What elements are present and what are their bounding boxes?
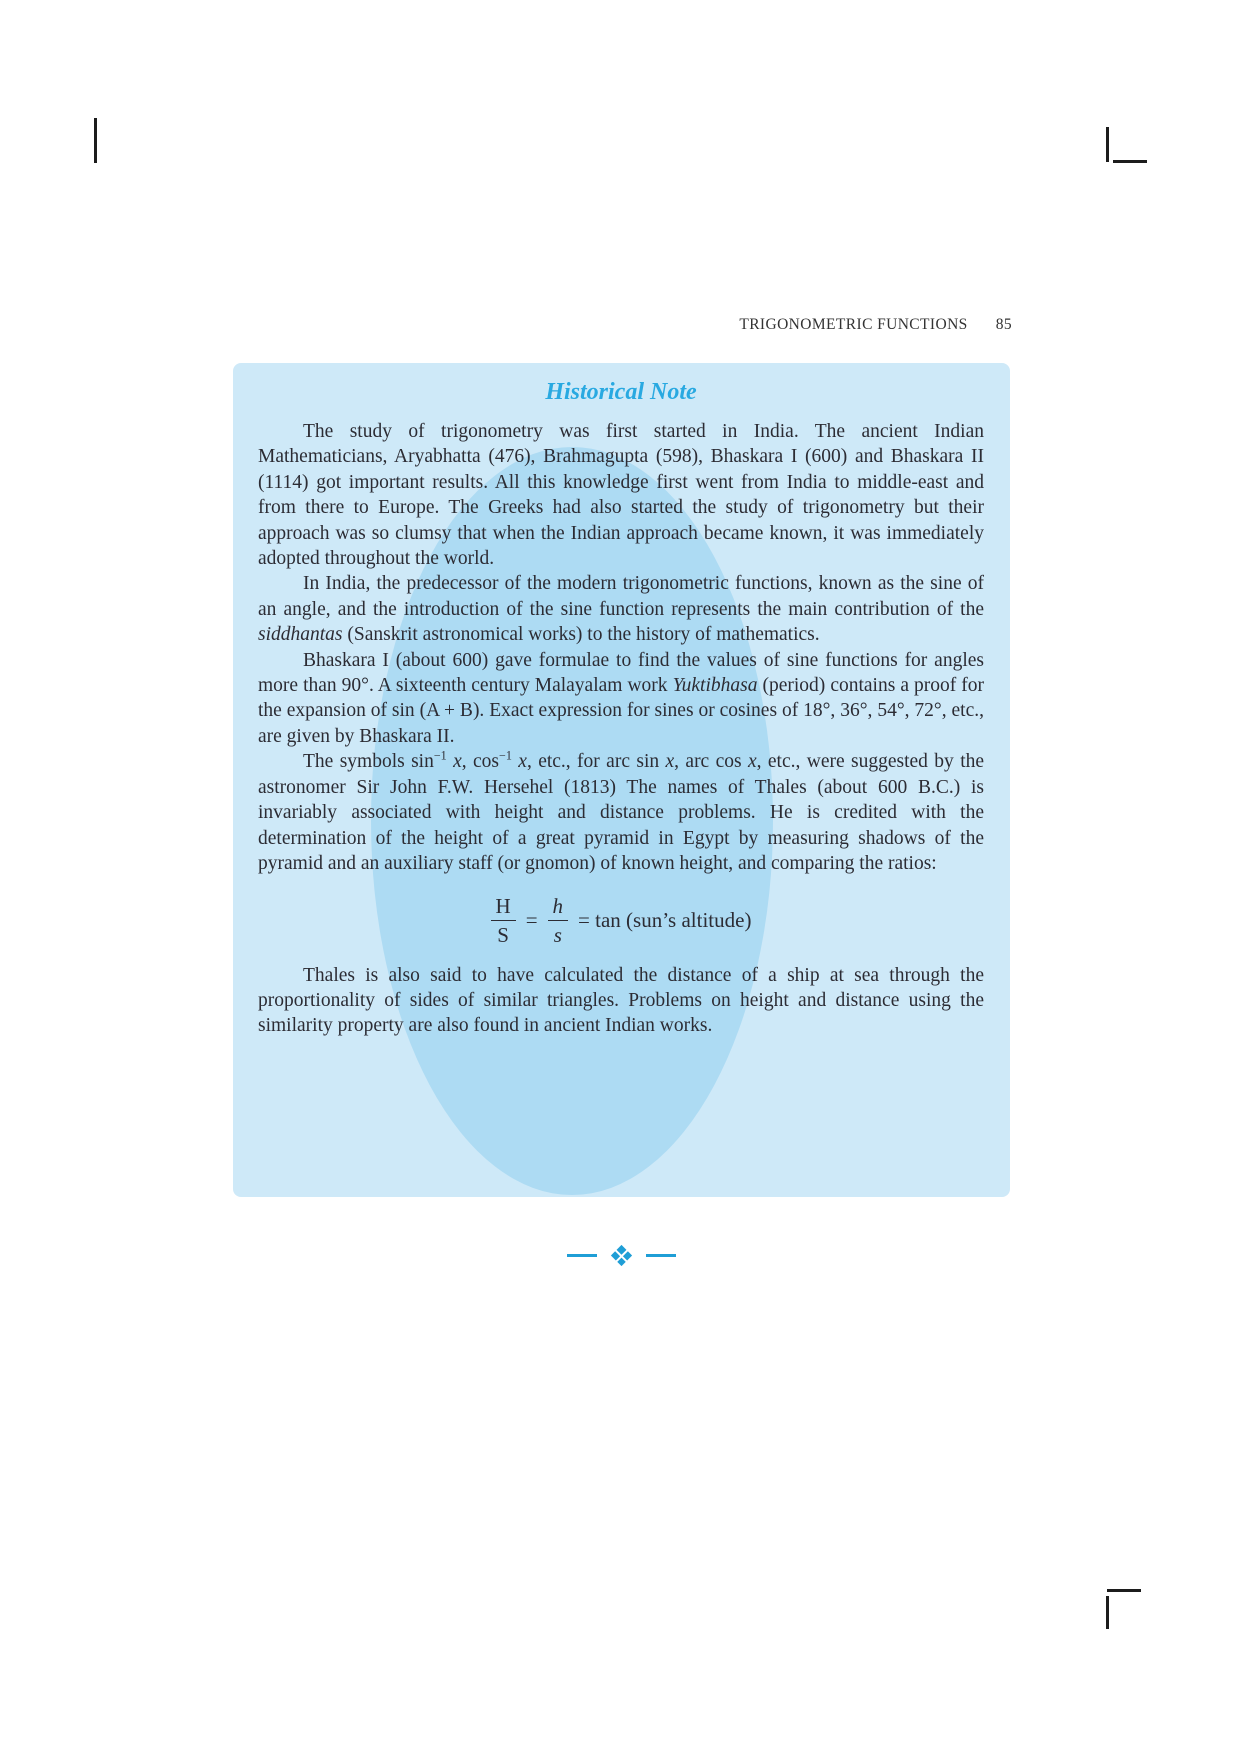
note-content bbox=[233, 363, 1010, 1039]
numerator-H: H bbox=[491, 894, 516, 921]
formula-tail: = tan (sun’s altitude) bbox=[578, 908, 752, 933]
fraction-h-over-s bbox=[548, 894, 569, 947]
running-header bbox=[739, 316, 1012, 334]
diamond-icon bbox=[611, 1245, 632, 1266]
crop-mark-top-right-vertical bbox=[1106, 127, 1109, 162]
crop-mark-bottom-right-vertical bbox=[1106, 1596, 1109, 1629]
paragraph-sine-predecessor: In India, the predecessor of the modern trigonometric functions, known as the sine of an angle, and the introduction of the sine function represents the main contribution of the siddhantas (Sanskrit astronomical works) to the history of mathematics. bbox=[258, 573, 984, 646]
page-number: 85 bbox=[995, 316, 1012, 333]
note-title: Historical Note bbox=[545, 379, 697, 405]
paragraph-study-of-trigonometry: The study of trigonometry was first started in India. The ancient Indian Mathematicians, Aryabhatta (476), Brahmagupta (598), Bhaskara I (600) and Bhaskara II (1114) got important results. All this knowledge first went from India to middle-east and from there to Europe. The Greeks had also started the study of trigonometry but their approach was so clumsy that when the Indian approach became known, it was immediately adopted throughout the world. bbox=[258, 421, 984, 570]
chapter-title: TRIGONOMETRIC FUNCTIONS bbox=[739, 316, 968, 333]
crop-mark-top-left bbox=[94, 118, 97, 163]
paragraph-bhaskara-formulae: Bhaskara I (about 600) gave formulae to find the values of sine functions for angles more than 90°. A sixteenth century Malayalam work Yuktibhasa (period) contains a proof for the expansion of sin (A + B). Exact expression for sines or cosines of 18°, 36°, 54°, 72°, etc., are given by Bhaskara II. bbox=[258, 649, 984, 747]
end-ornament bbox=[233, 1248, 1010, 1263]
ornament-dash-right bbox=[646, 1254, 676, 1257]
fraction-H-over-S bbox=[491, 894, 516, 947]
crop-mark-bottom-right-horizontal bbox=[1107, 1589, 1141, 1592]
paragraph-symbols-thales: The symbols $\sin^{-1} x$, $\cos^{-1} x$, etc., for arc sin x, arc cos x, etc., were suggested by the astronomer Sir John F.W. Hersehel (1813) The names of Thales (about 600 B.C.) is invariably associated with height and distance problems. He is credited with the determination of the height of a great pyramid in Egypt by measuring shadows of the pyramid and an auxiliary staff (or gnomon) of known height, and comparing the ratios: bbox=[258, 748, 985, 874]
paragraph-thales-ship: Thales is also said to have calculated the distance of a ship at sea through the proportionality of sides of similar triangles. Problems on height and distance using the similarity property are also found in ancient Indian works. bbox=[258, 964, 984, 1037]
ornament-dash-left bbox=[567, 1254, 597, 1257]
sun-altitude-formula bbox=[258, 894, 984, 947]
numerator-h: h bbox=[548, 894, 569, 921]
crop-mark-top-right-horizontal bbox=[1113, 160, 1147, 163]
denominator-S: S bbox=[497, 923, 509, 948]
denominator-s: s bbox=[553, 923, 562, 948]
historical-note-box bbox=[233, 363, 1010, 1197]
equals-sign: = bbox=[525, 908, 538, 933]
